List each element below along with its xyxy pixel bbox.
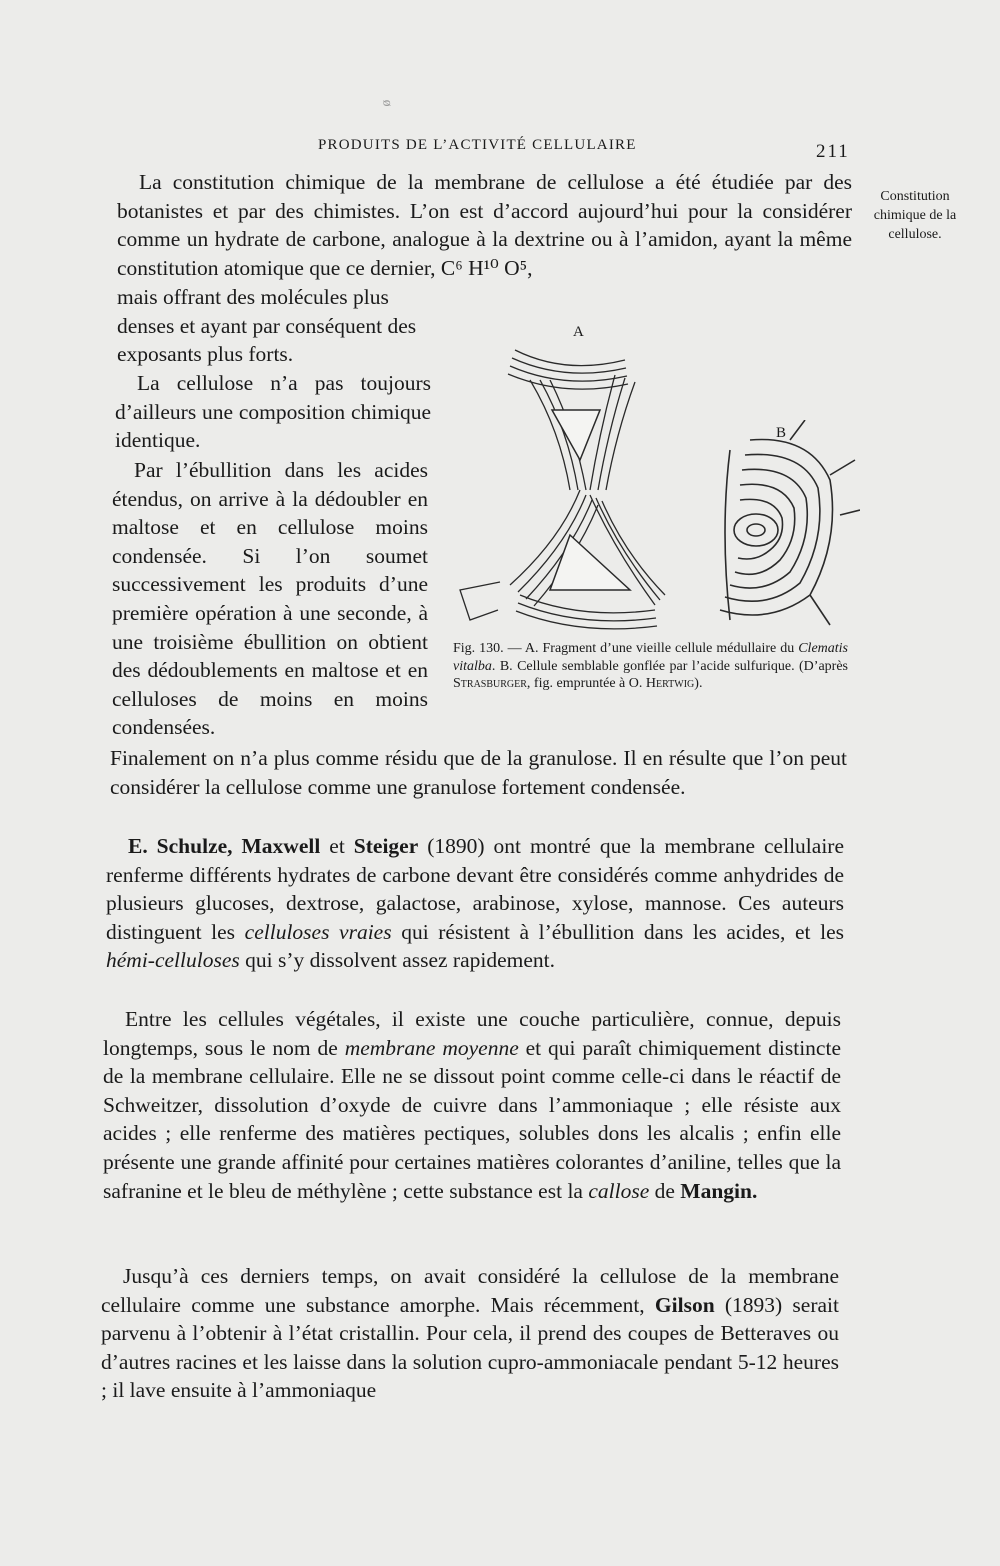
paragraph-3: Par l’ébullition dans les acides étendus, on arrive à la dédoubler en maltose et en cellulose moins condensée. Si l’on soumet successivement les produits d’une première opération à une seconde, à une troisième ébullition on obtient des dédoublements en maltose et en celluloses de moins en moins condensées. (112, 458, 428, 740)
figure-a-illustration (440, 320, 670, 640)
paragraph-4: E. Schulze, Maxwell et Steiger (1890) ont montré que la membrane cellulaire renferme différents hydrates de carbone devant être considérés comme anhydrides de plusieurs glucoses, dextrose, galactose, arabinose, xylose, mannose. Ces auteurs distinguent les celluloses vraies qui résistent à l’ébullition dans les acides, et les hémi-celluloses qui s’y dissolvent assez rapidement. (106, 834, 845, 973)
margin-note-line: cellulose. (888, 227, 942, 242)
term: hémi-celluloses (106, 948, 240, 973)
author-name: Mangin. (680, 1178, 758, 1203)
margin-note-line: Constitution (880, 189, 950, 204)
paragraph-1: La constitution chimique de la membrane de cellulose a été étudiée par des botanistes et par des chimistes. L’on est d’accord aujourd’hui pour la considérer comme un hydrate de carbone, analogue à la dextrine ou à l’amidon, ayant la même constitution atomique que ce dernier, C⁶ H¹⁰ O⁵, (117, 170, 852, 280)
figure-label-a: A (573, 324, 584, 340)
term: celluloses vraies (244, 919, 392, 944)
paragraph-3-continued: Finalement on n’a plus comme résidu que de la granulose. Il en résulte que l’on peut considérer la cellulose comme une granulose fortement condensée. (110, 746, 847, 799)
author-name: Steiger (353, 834, 419, 858)
margin-note (860, 187, 970, 244)
paragraph-2: La cellulose n’a pas toujours d’ailleurs une composition chimique identique. (115, 371, 431, 453)
caption-author: Hertwig (645, 676, 695, 691)
figure-b-illustration (690, 420, 860, 630)
author-name: Gilson (654, 1292, 715, 1317)
figure-label-b: B (776, 425, 787, 441)
caption-author: Strasburger (453, 676, 527, 691)
species-name: Clematis vitalba (453, 641, 848, 674)
running-title: PRODUITS DE L’ACTIVITÉ CELLULAIRE (318, 137, 637, 153)
author-names: E. Schulze, Maxwell (128, 834, 321, 858)
term: membrane moyenne (344, 1035, 519, 1060)
page-number: 211 (816, 141, 850, 162)
top-mark: ᴓ (383, 95, 391, 110)
paragraph-6: Jusqu’à ces derniers temps, on avait considéré la cellulose de la membrane cellulaire comme une substance amorphe. Mais récemment, Gilson (1893) serait parvenu à l’obtenir à l’état cristallin. Pour cela, il prend des coupes de Betteraves ou d’autres racines et les laisse dans la solution cupro-ammoniacale pendant 5-12 heures ; il lave ensuite à l’ammoniaque (101, 1264, 839, 1403)
margin-note-line: chimique de la (873, 208, 957, 223)
paragraph-5: Entre les cellules végétales, il existe une couche particulière, connue, depuis longtemps, sous le nom de membrane moyenne et qui paraît chimiquement distincte de la membrane cellulaire. Elle ne se dissout point comme celle-ci dans le réactif de Schweitzer, dissolution d’oxyde de cuivre dans l’ammoniaque ; elle résiste aux acides ; elle renferme des matières pectiques, solubles dons les alcalis ; enfin elle présente une grande affinité pour certaines matières colorantes d’aniline, telles que la safranine et le bleu de méthylène ; cette substance est la callose de Mangin. (103, 1007, 841, 1203)
term: callose (588, 1178, 650, 1203)
figure-caption: Fig. 130. — A. Fragment d’une vieille cellule médullaire du Clematis vitalba. B. Cellule semblable gonflée par l’acide sulfurique. (D’après Strasburger, fig. empruntée à O. Hertwig). (453, 641, 848, 691)
paragraph-1-continued: mais offrant des molécules plus denses et ayant par conséquent des exposants plus forts. (117, 285, 417, 367)
